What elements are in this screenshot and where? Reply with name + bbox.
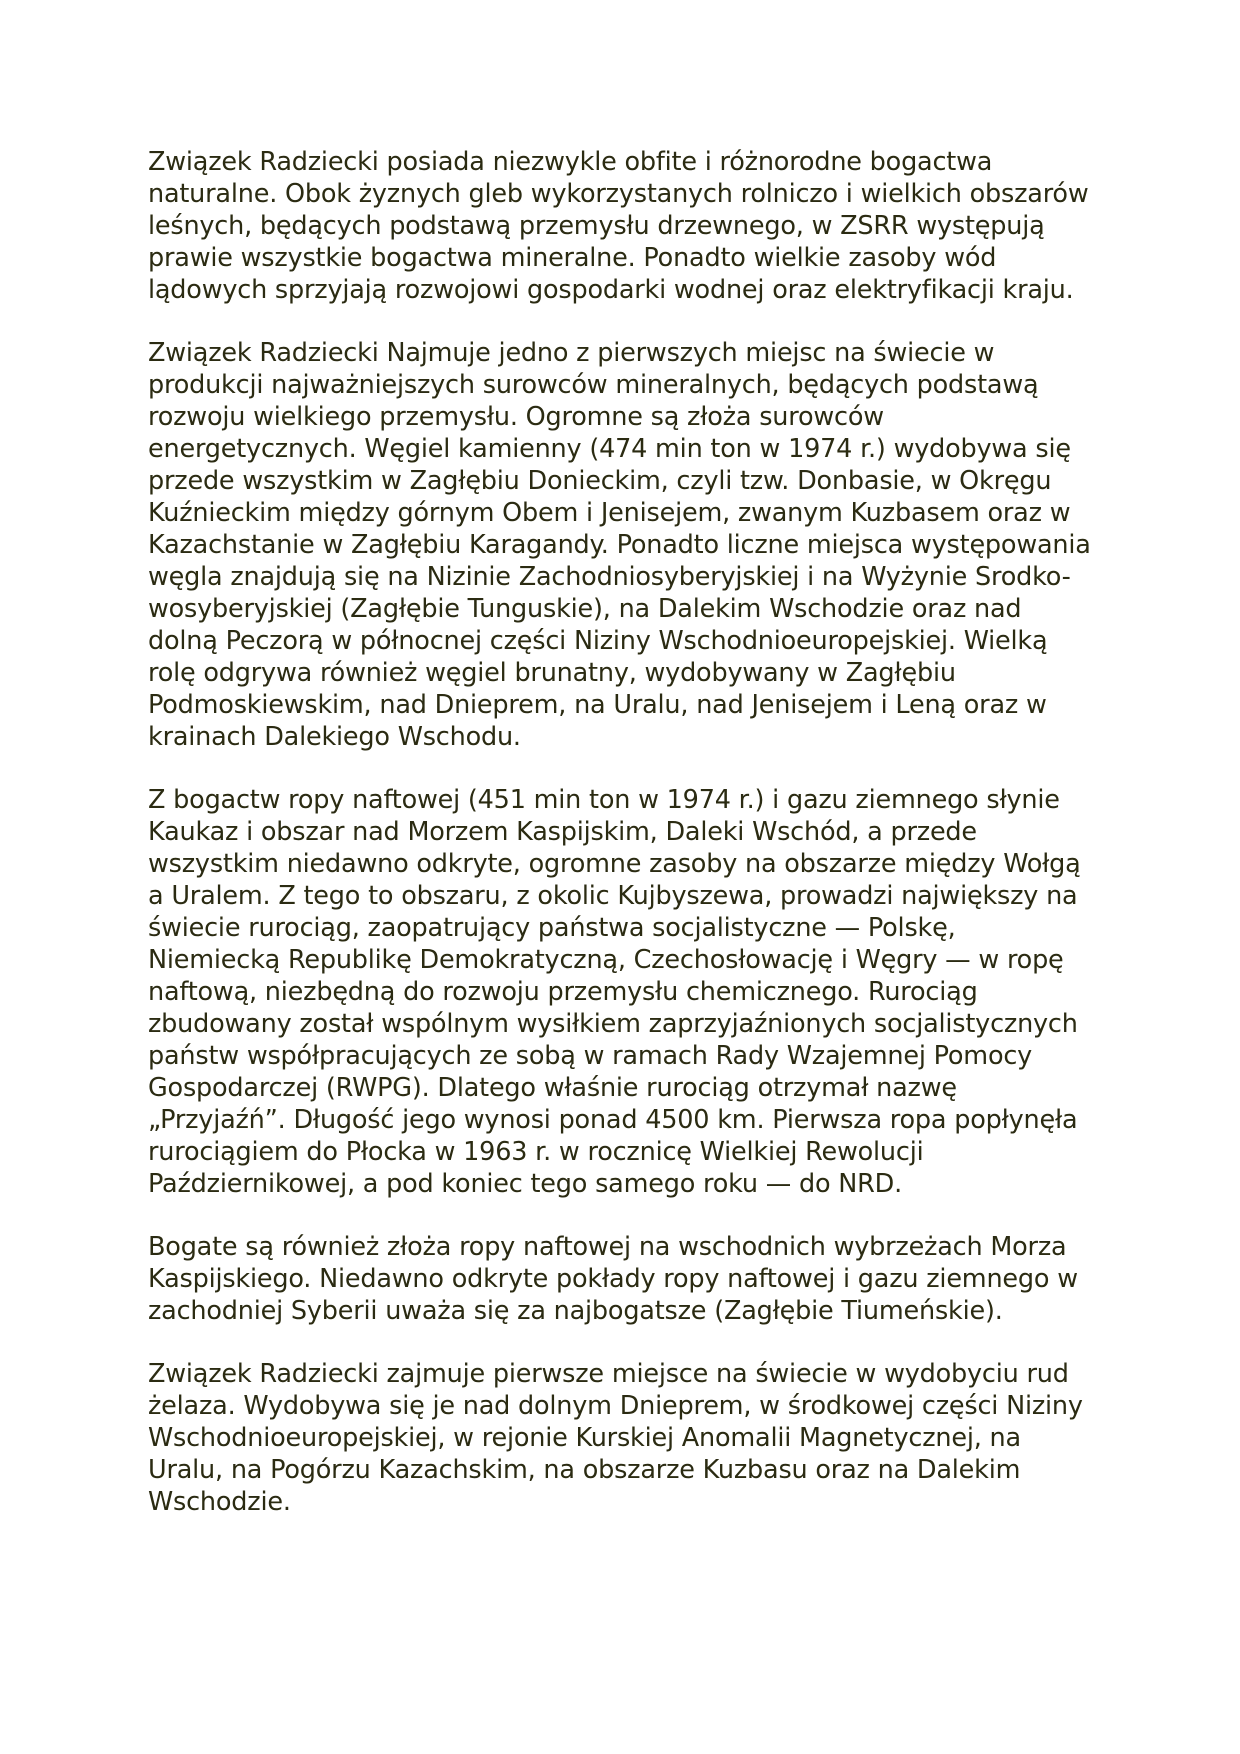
- paragraph-5: Związek Radziecki zajmuje pierwsze miejsce na świecie w wydobyciu rud żelaza. Wydobywa się je nad dolnym Dnieprem, w środkowej części Niziny Wschodnioeuropejskiej, w rejonie Kurskiej Anomalii Magnetycznej, na Uralu, na Pogórzu Kazachskim, na obszarze Kuzbasu oraz na Dalekim Wschodzie.: [148, 1359, 1083, 1517]
- paragraph-3: Z bogactw ropy naftowej (451 min ton w 1974 r.) i gazu ziemnego słynie Kaukaz i obszar nad Morzem Kaspijskim, Daleki Wschód, a przede wszystkim niedawno odkryte, ogromne zasoby na obszarze między Wołgą a Uralem. Z tego to obszaru, z okolic Kujbyszewa, prowadzi największy na świecie rurociąg, zaopatrujący państwa socjalistyczne — Polskę, Niemiecką Republikę Demokratyczną, Czechosłowację i Węgry — w ropę naftową, niezbędną do rozwoju przemysłu chemicznego. Rurociąg zbudowany został wspólnym wysiłkiem zaprzyjaźnionych socjalistycznych państw współpracujących ze sobą w ramach Rady Wzajemnej Pomocy Gospodarczej (RWPG). Dlatego właśnie rurociąg otrzymał nazwę „Przyjaźń”. Długość jego wynosi ponad 4500 km. Pierwsza ropa popłynęła rurociągiem do Płocka w 1963 r. w rocznicę Wielkiej Rewolucji Październikowej, a pod koniec tego samego roku — do NRD.: [148, 785, 1081, 1199]
- paragraph-4: Bogate są również złoża ropy naftowej na wschodnich wybrzeżach Morza Kaspijskiego. Niedawno odkryte pokłady ropy naftowej i gazu ziemnego w zachodniej Syberii uważa się za najbogatsze (Zagłębie Tiumeńskie).: [148, 1232, 1078, 1326]
- paragraph-1: Związek Radziecki posiada niezwykle obfite i różnorodne bogactwa naturalne. Obok żyznych gleb wykorzystanych rolniczo i wielkich obszarów leśnych, będących podstawą przemysłu drzewnego, w ZSRR występują prawie wszystkie bogactwa mineralne. Ponadto wielkie zasoby wód lądowych sprzyjają rozwojowi gospodarki wodnej oraz elektryfikacji kraju.: [148, 147, 1089, 305]
- paragraph-2: Związek Radziecki Najmuje jedno z pierwszych miejsc na świecie w produkcji najważniejszych surowców mineralnych, będących podstawą rozwoju wielkiego przemysłu. Ogromne są złoża surowców energetycznych. Węgiel kamienny (474 min ton w 1974 r.) wydobywa się przede wszystkim w Zagłębiu Donieckim, czyli tzw. Donbasie, w Okręgu Kuźnieckim między górnym Obem i Jenisejem, zwanym Kuzbasem oraz w Kazachstanie w Zagłębiu Karagandy. Ponadto liczne miejsca występowania węgla znajdują się na Nizinie Zachodniosyberyjskiej i na Wyżynie Srodko- wosyberyjskiej (Zagłębie Tunguskie), na Dalekim Wschodzie oraz nad dolną Peczorą w północnej części Niziny Wschodnioeuropejskiej. Wielką rolę odgrywa również węgiel brunatny, wydobywany w Zagłębiu Podmoskiewskim, nad Dnieprem, na Uralu, nad Jenisejem i Leną oraz w krainach Dalekiego Wschodu.: [148, 338, 1091, 752]
- document-body: [148, 146, 1108, 1549]
